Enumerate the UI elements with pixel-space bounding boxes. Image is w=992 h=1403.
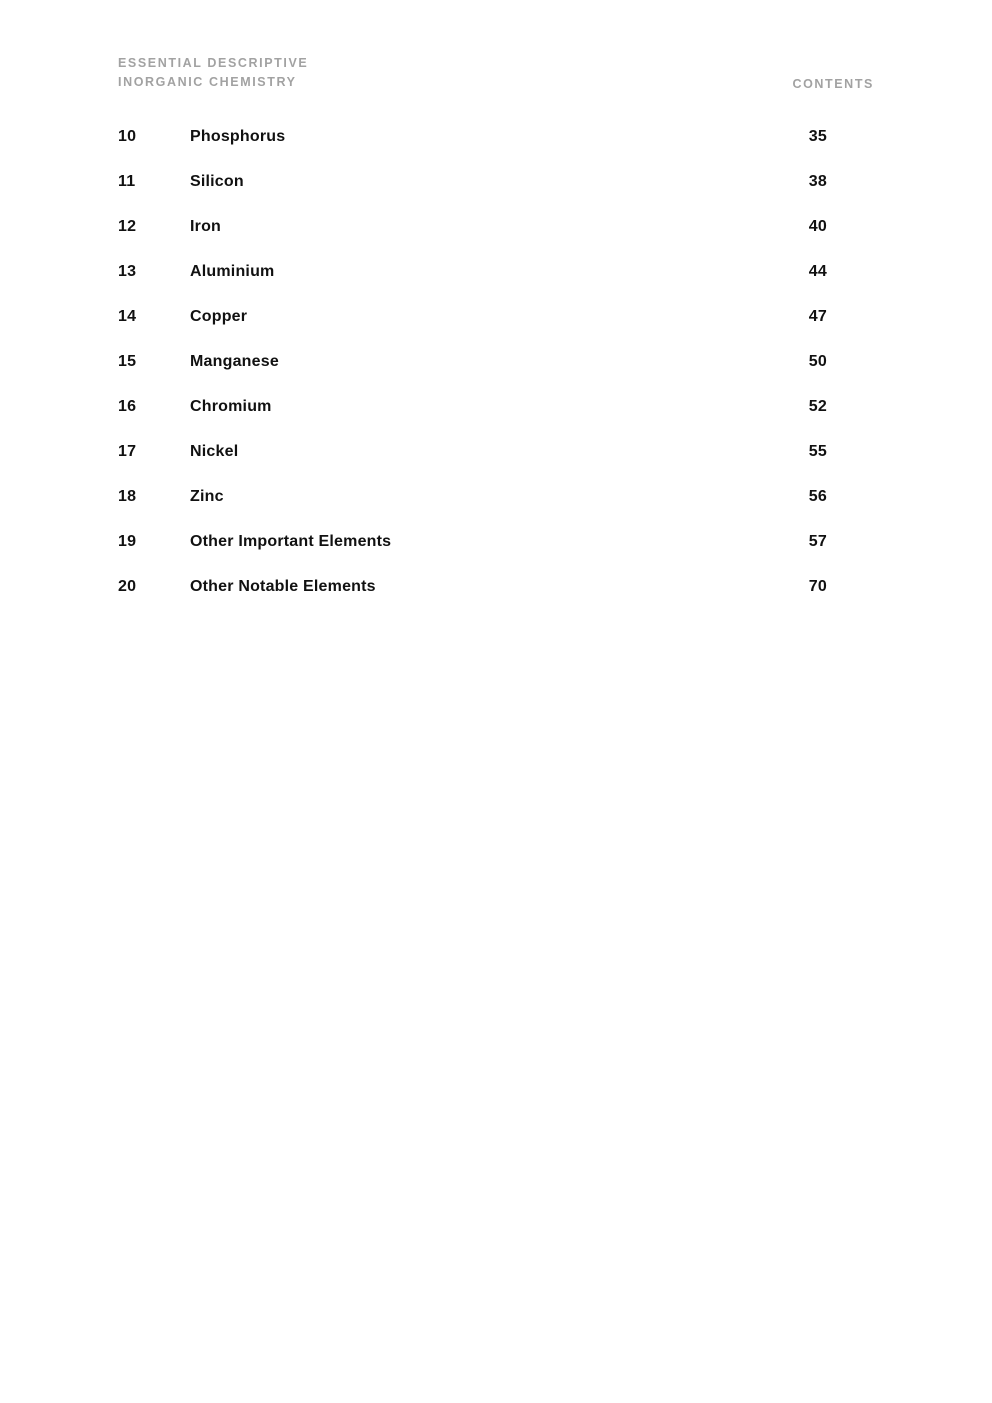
- chapter-page-number: 50: [808, 353, 827, 370]
- contents-label: CONTENTS: [792, 77, 874, 91]
- book-title-line2: INORGANIC CHEMISTRY: [118, 75, 297, 89]
- chapter-page-number: 70: [808, 578, 827, 595]
- chapter-title: Manganese: [190, 353, 279, 370]
- toc-row: [118, 578, 827, 623]
- chapter-page-number: 40: [808, 218, 827, 235]
- toc-row: [118, 488, 827, 533]
- chapter-number: 12: [118, 218, 137, 235]
- toc-row: [118, 218, 827, 263]
- chapter-title: Copper: [190, 308, 248, 325]
- chapter-page-number: 57: [808, 533, 827, 550]
- chapter-title: Other Important Elements: [190, 533, 392, 550]
- chapter-number: 20: [118, 578, 137, 595]
- toc-row: [118, 533, 827, 578]
- chapter-title: Zinc: [190, 488, 224, 505]
- toc-row: [118, 443, 827, 488]
- chapter-number: 18: [118, 488, 137, 505]
- chapter-title: Phosphorus: [190, 128, 286, 145]
- toc-row: [118, 128, 827, 173]
- chapter-title: Aluminium: [190, 263, 275, 280]
- toc-row: [118, 173, 827, 218]
- chapter-page-number: 56: [808, 488, 827, 505]
- toc-row: [118, 398, 827, 443]
- chapter-title: Iron: [190, 218, 222, 235]
- toc-row: [118, 353, 827, 398]
- chapter-page-number: 47: [808, 308, 827, 325]
- chapter-number: 15: [118, 353, 137, 370]
- chapter-number: 16: [118, 398, 137, 415]
- chapter-page-number: 52: [808, 398, 827, 415]
- chapter-page-number: 35: [808, 128, 827, 145]
- chapter-number: 11: [118, 173, 136, 190]
- chapter-number: 14: [118, 308, 137, 325]
- chapter-page-number: 38: [808, 173, 827, 190]
- toc-row: [118, 263, 827, 308]
- chapter-number: 13: [118, 263, 137, 280]
- chapter-title: Nickel: [190, 443, 239, 460]
- chapter-number: 17: [118, 443, 137, 460]
- book-title-line1: ESSENTIAL DESCRIPTIVE: [118, 56, 309, 70]
- chapter-number: 19: [118, 533, 137, 550]
- chapter-page-number: 55: [808, 443, 827, 460]
- chapter-title: Silicon: [190, 173, 244, 190]
- toc-row: [118, 308, 827, 353]
- chapter-number: 10: [118, 128, 137, 145]
- table-of-contents: [118, 128, 827, 623]
- chapter-title: Other Notable Elements: [190, 578, 376, 595]
- running-header: [118, 54, 874, 92]
- chapter-title: Chromium: [190, 398, 272, 415]
- book-title: [118, 54, 308, 92]
- chapter-page-number: 44: [808, 263, 827, 280]
